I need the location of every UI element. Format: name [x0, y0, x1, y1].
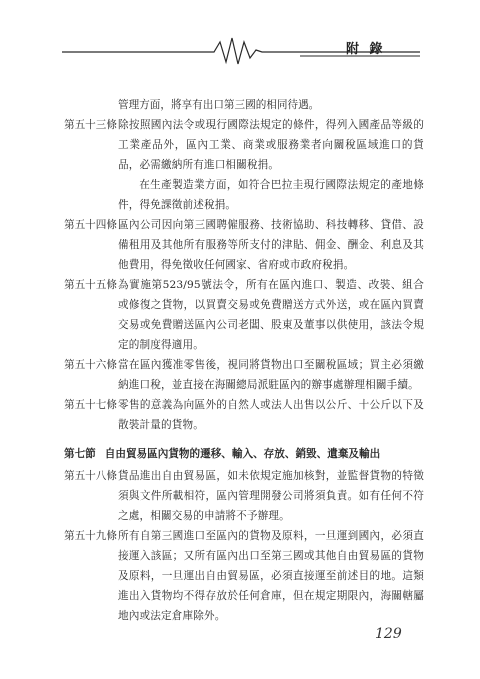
- article-number: 第五十四條: [64, 219, 117, 231]
- page-number: 129: [375, 626, 402, 642]
- article-number: 第五十八條: [64, 470, 117, 482]
- article-paragraph: 零售的意義為向區外的自然人或法人出售以公斤、十公斤以下及散裝計量的貨物。: [118, 399, 424, 431]
- articles-group-b: [64, 466, 424, 626]
- article: [64, 215, 424, 275]
- article-number: 第五十七條: [64, 399, 117, 411]
- article-paragraph: 所有自第三國進口至區內的貨物及原料，一旦運到國內，必須直接運入該區；又所有區內出口至第三國或其他自由貿易區的貨物及原料，一旦運出自由貿易區，必須直接運至前述目的地。這類進出入貨物均不得存放於任何倉庫，但在規定期限內，海關轄屬地內或法定倉庫除外。: [118, 530, 424, 622]
- article: [64, 395, 424, 435]
- article: [64, 526, 424, 626]
- section-title: 自由貿易區內貨物的遷移、輸入、存放、銷毀、遺棄及輸出: [104, 448, 381, 460]
- article: [64, 115, 424, 215]
- article-paragraph: 貨品進出自由貿易區，如未依規定施加核對，並監督貨物的特徵須與文件所載相符，區內管理開發公司將須負責。如有任何不符之處，相關交易的申請將不予辦理。: [118, 470, 424, 522]
- continuation-text: 管理方面，將享有出口第三國的相同待遇。: [118, 99, 320, 111]
- section-number: 第七節: [64, 448, 96, 460]
- article-paragraph: 在生產製造業方面，如符合巴拉圭現行國際法規定的產地條件，得免課徵前述稅捐。: [118, 179, 424, 211]
- article-paragraph: 當在區內獲准零售後，視同將貨物出口至關稅區域；買主必須繳納進口稅，並直接在海關總局派駐區內的辦事處辦理相關手續。: [118, 359, 424, 391]
- appendix-label: 附 錄: [346, 42, 386, 57]
- article: [64, 275, 424, 355]
- section-heading: [64, 444, 424, 464]
- article-paragraph: 除按照國內法令或現行國際法規定的條件，得列入國產品等級的工業產品外，區內工業、商業或服務業者向關稅區域進口的貨品，必需繳納所有進口相關稅捐。: [118, 119, 424, 171]
- article: [64, 355, 424, 395]
- page-body: [64, 95, 424, 626]
- running-header: [0, 30, 480, 70]
- article-paragraph: 區內公司因向第三國聘僱服務、技術協助、科技轉移、貸借、設備租用及其他所有服務等所支付的津貼、佣金、酬金、利息及其他費用，得免徵收任何國家、省府或市政府稅捐。: [118, 219, 424, 271]
- article-number: 第五十三條: [64, 119, 117, 131]
- article: [64, 466, 424, 526]
- article-number: 第五十五條: [64, 279, 117, 291]
- header-rule-graphic: [0, 30, 480, 70]
- articles-group-a: [64, 115, 424, 435]
- article-number: 第五十九條: [64, 530, 117, 542]
- article-paragraph: 為實施第523/95號法令，所有在區內進口、製造、改裝、組合或修復之貨物，以買賣交易或免費贈送方式外送，或在區內買賣交易或免費贈送區內公司老闆、股東及董事以供使用，該法令規定的制度得適用。: [118, 279, 424, 351]
- article-number: 第五十六條: [64, 359, 117, 371]
